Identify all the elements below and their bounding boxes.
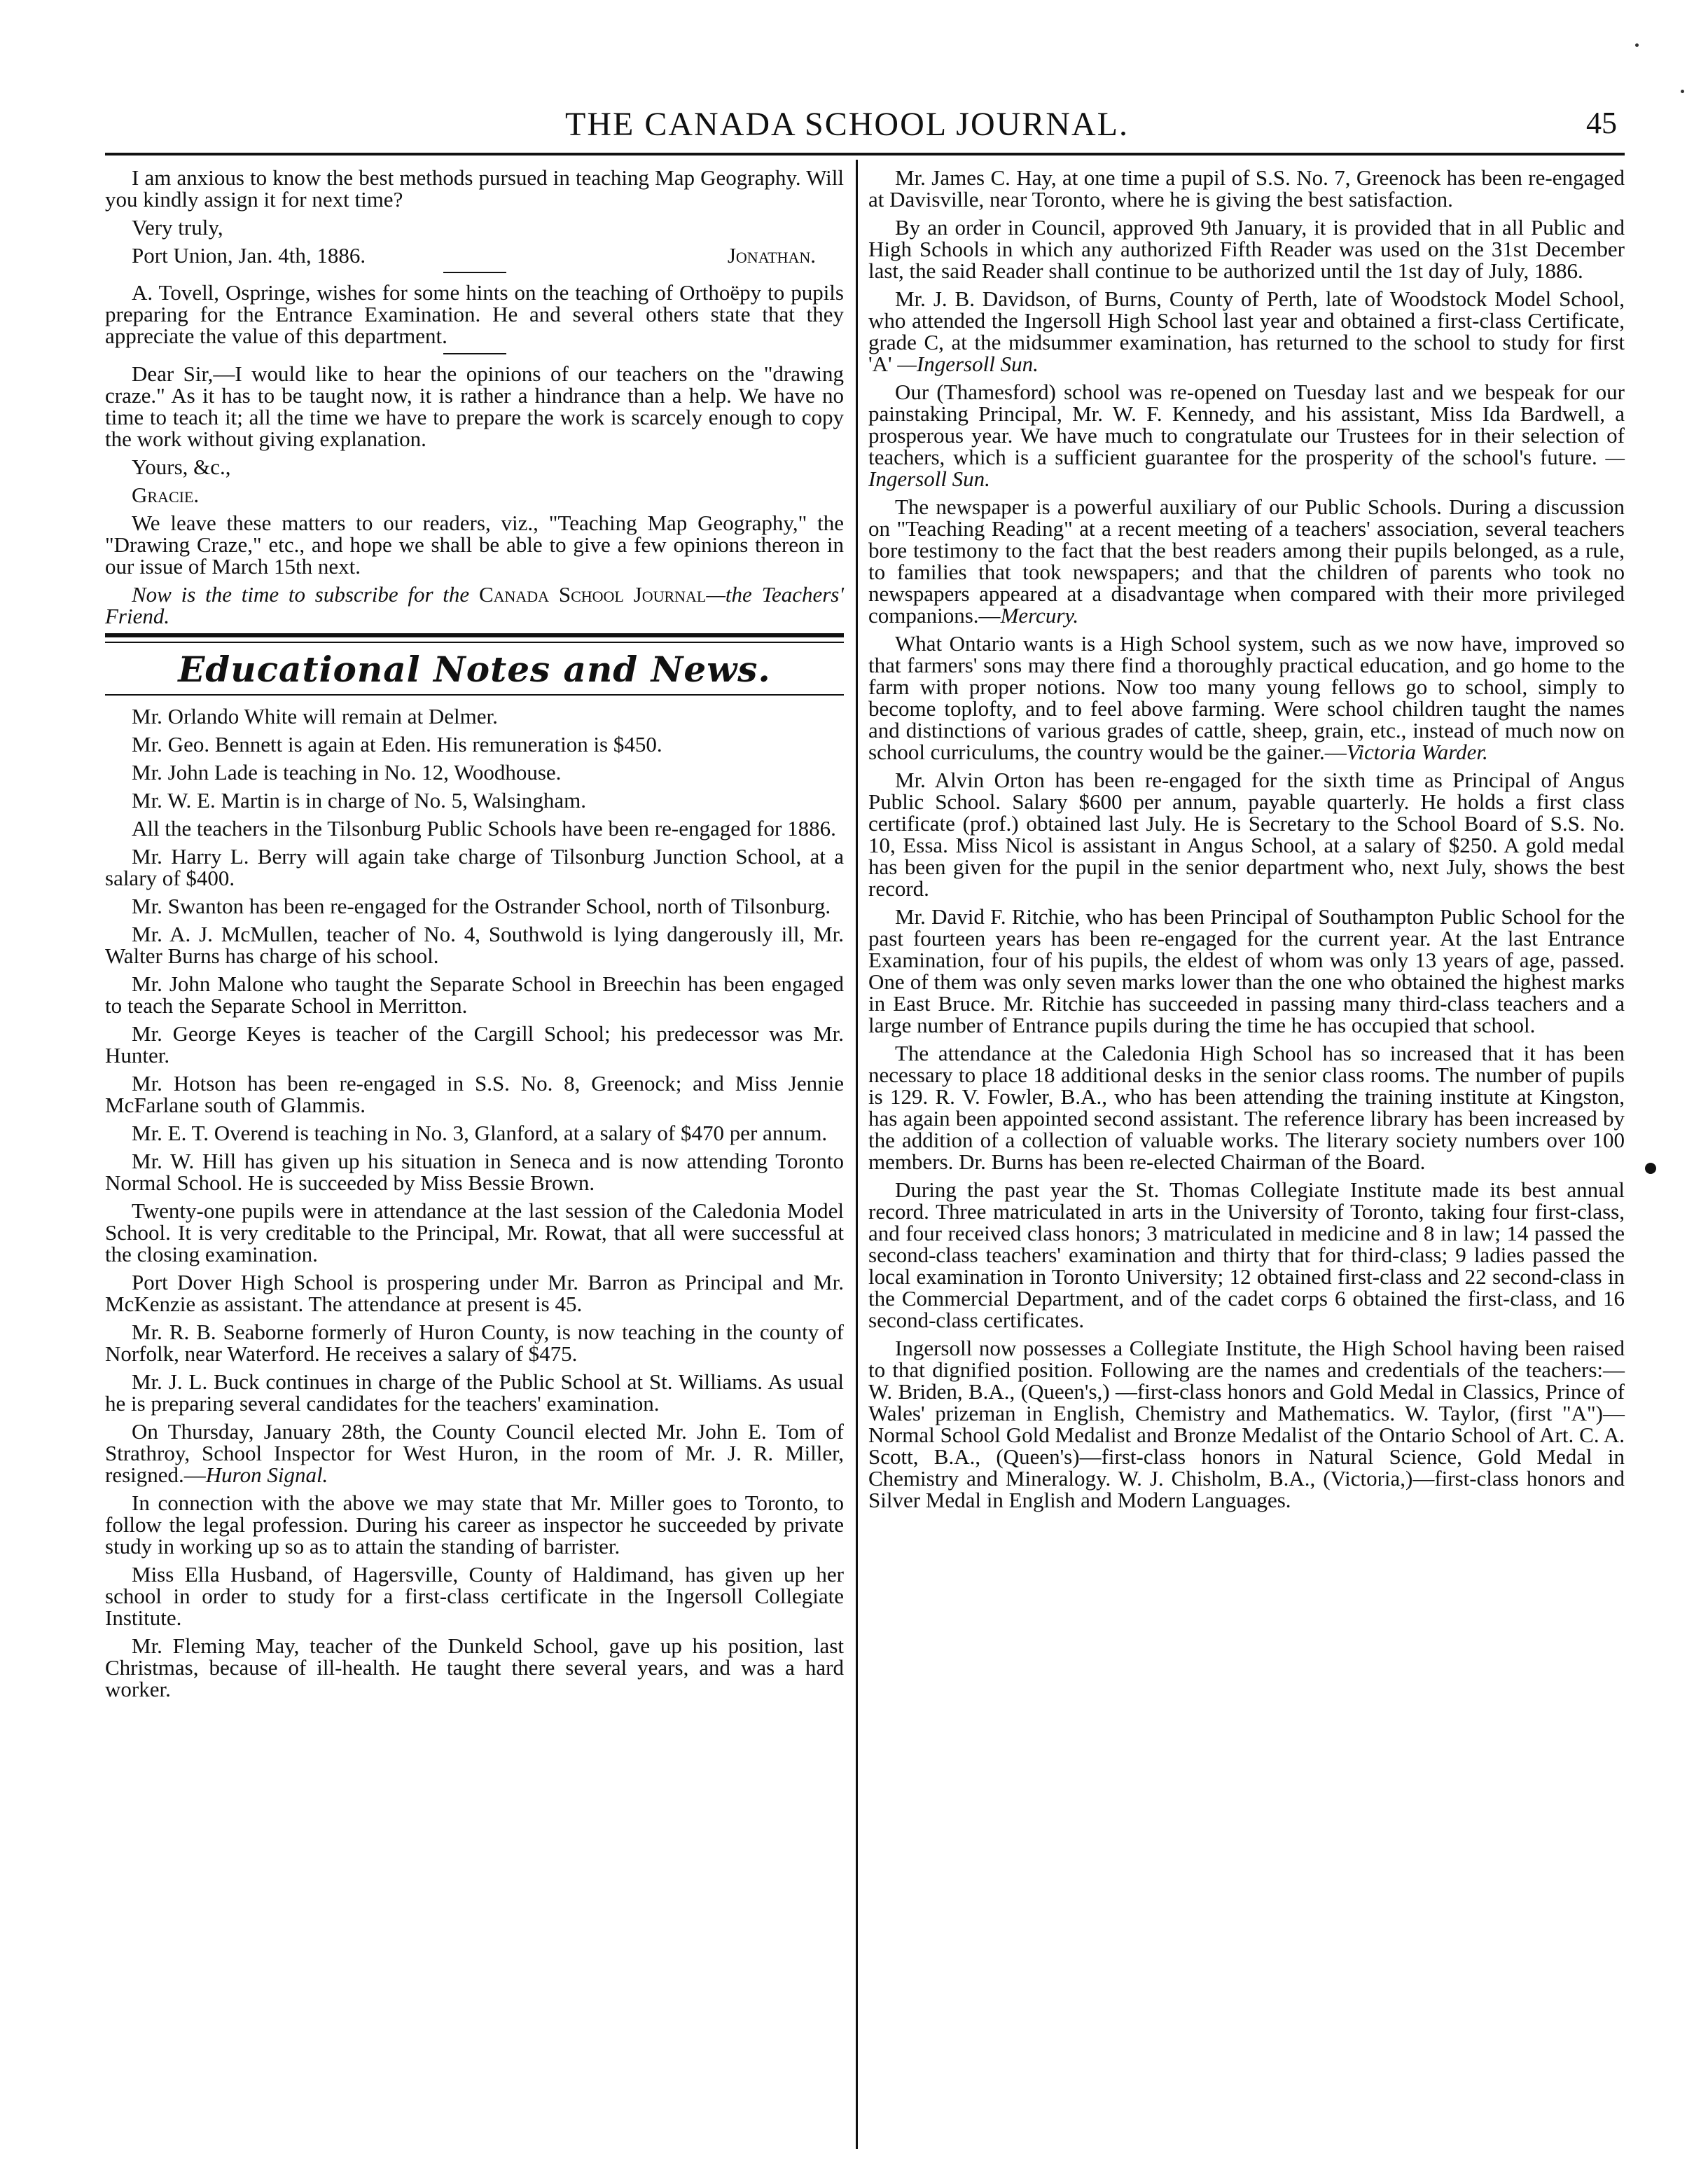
letter-signature: Gracie. bbox=[132, 483, 200, 507]
news-item: Mr. Alvin Orton has been re-engaged for the sixth time as Principal of Angus Public School. Salary $600 per annum, payable quarterly. He holds a first class certificate (prof.) obtained last July. He is Secretary to the School Board of S.S. No. 10, Essa. Miss Nicol is assistant in Angus School, at a salary of $250. A gold medal has been given for the pupil in the senior department who, next July, shows the best record. bbox=[868, 768, 1625, 901]
news-item-text: The newspaper is a powerful auxiliary of our Public Schools. During a discussion on "Teaching Reading" at a recent meeting of a teachers' association, several teachers bore testimony to the fact that the best readers among their pupils belonged, as a rule, to families that took newspapers; and that the children of parents who took no newspapers appeared at a disadvantage when compared with their more privileged companions.— bbox=[868, 495, 1625, 628]
letter-drawing-craze: Dear Sir,—I would like to hear the opinions of our teachers on the "drawing craze." As it has to be taught now, it is rather a hindrance than a help. We have no time to teach it; all the time we have to prepare the work is scarcely enough to copy the work without giving explanation. bbox=[105, 361, 844, 451]
news-items-left-continued bbox=[105, 1492, 844, 1700]
news-item-text: Our (Thamesford) school was re-opened on Tuesday last and we bespeak for our painstaking Principal, Mr. W. F. Kennedy, and his assistant, Miss Ida Bardwell, a prosperous year. We have much to congratulate our Trustees for in their selection of teachers, which is a sufficient guarantee for the prosperity of the school's future. bbox=[868, 380, 1625, 469]
news-item: Mr. W. Hill has given up his situation in Seneca and is now attending Toronto Normal School. He is succeeded by Miss Bessie Brown. bbox=[105, 1149, 844, 1195]
section-rule bbox=[105, 694, 844, 696]
news-item: Mr. Orlando White will remain at Delmer. bbox=[132, 704, 498, 728]
ink-blot bbox=[1645, 1163, 1656, 1174]
news-item: By an order in Council, approved 9th January, it is provided that in all Public and High Schools in which any authorized Fifth Reader was used on the 31st December last, the said Reader shall continue to be authorized until the 1st day of July, 1886. bbox=[868, 215, 1625, 283]
news-item: Twenty-one pupils were in attendance at the last session of the Caledonia Model School. It is very creditable to the Principal, Mr. Rowat, that all were successful at the closing examination. bbox=[105, 1198, 844, 1266]
news-item: Mr. Fleming May, teacher of the Dunkeld School, gave up his position, last Christmas, because of ill-health. He taught there several years, and was a hard worker. bbox=[105, 1633, 844, 1701]
news-item: All the teachers in the Tilsonburg Public Schools have been re-engaged for 1886. bbox=[132, 816, 836, 841]
news-item: Mr. John Malone who taught the Separate School in Breechin has been engaged to teach the Separate School in Merritton. bbox=[105, 972, 844, 1018]
news-item: Mr. James C. Hay, at one time a pupil of S.S. No. 7, Greenock has been re-engaged at Davisville, near Toronto, where he is giving the best satisfaction. bbox=[868, 165, 1625, 212]
section-heading: Educational Notes and News. bbox=[178, 649, 771, 690]
news-item-text: What Ontario wants is a High School system, such as we now have, improved so that farmers' sons may there find a thoroughly practical education, and go home to the farm with proper notions. Now too many young fellows go to school, simply to become toplofty, and to feel above farming. Were school children taught the names and distinctions of various grades of cattle, sheep, grain, etc., instead of much now on school curriculums, the country would be the gainer.— bbox=[868, 631, 1625, 764]
news-item: Mr. E. T. Overend is teaching in No. 3, Glanford, at a salary of $470 per annum. bbox=[132, 1121, 828, 1145]
letter-map-geography: I am anxious to know the best methods pursued in teaching Map Geography. Will you kindly assign it for next time? bbox=[105, 165, 844, 212]
news-item bbox=[868, 496, 1625, 626]
news-source: —Ingersoll Sun. bbox=[868, 445, 1625, 491]
news-item: Mr. Swanton has been re-engaged for the Ostrander School, north of Tilsonburg. bbox=[132, 894, 831, 918]
editor-reply: We leave these matters to our readers, viz., "Teaching Map Geography," the "Drawing Craze," etc., and hope we shall be able to give a few opinions thereon in our issue of March 15th next. bbox=[105, 511, 844, 579]
letter-signature: Jonathan. bbox=[727, 243, 816, 268]
news-item: The attendance at the Caledonia High School has so increased that it has been necessary to place 18 additional desks in the senior class rooms. The number of pupils is 129. R. V. Fowler, B.A., who has been attending the training institute at Kingston, has again been appointed second assistant. The reference library has been increased by the addition of a collection of valuable works. The literary society numbers over 100 members. Dr. Burns has been re-elected Chairman of the Board. bbox=[868, 1041, 1625, 1174]
subscribe-note-prefix: Now is the time to subscribe for the bbox=[132, 582, 470, 607]
news-item: Port Dover High School is prospering under Mr. Barron as Principal and Mr. McKenzie as assistant. The attendance at present is 45. bbox=[105, 1270, 844, 1316]
news-item-text: On Thursday, January 28th, the County Council elected Mr. John E. Tom of Strathroy, School Inspector for West Huron, in the room of Mr. J. R. Miller, resigned.— bbox=[105, 1419, 844, 1487]
news-item: Ingersoll now possesses a Collegiate Institute, the High School having been raised to that dignified position. Following are the names and credentials of the teachers:—W. Briden, B.A., (Queen's,) —first-class honors and Gold Medal in Classics, Prince of Wales' prizeman in English, Chemistry and Mathematics. W. Taylor, (first "A")—Normal School Gold Medalist and Bronze Medalist of the Ontario School of Art. C. A. Scott, B.A., (Queen's)—first-class honors in Natural Science, Gold Medal in Chemistry and Mineralogy. W. J. Chisholm, B.A., (Victoria,)—first-class honors and Silver Medal in English and Modern Languages. bbox=[868, 1336, 1625, 1512]
letter-closing: Yours, &c., bbox=[132, 455, 231, 479]
news-items-left bbox=[105, 705, 844, 1414]
news-item: Mr. J. L. Buck continues in charge of the Public School at St. Williams. As usual he is preparing several candidates for the teachers' examination. bbox=[105, 1369, 844, 1416]
news-item: Mr. Hotson has been re-engaged in S.S. No. 8, Greenock; and Miss Jennie McFarlane south of Glammis. bbox=[105, 1071, 844, 1117]
running-head-title: THE CANADA SCHOOL JOURNAL. bbox=[565, 106, 1129, 143]
news-item: In connection with the above we may state that Mr. Miller goes to Toronto, to follow the legal profession. During his career as inspector he succeeded by private study in working up so as to attain the standing of barrister. bbox=[105, 1491, 844, 1558]
separator-rule bbox=[443, 353, 506, 354]
news-source: Victoria Warder. bbox=[1346, 740, 1488, 764]
news-item bbox=[868, 288, 1625, 375]
letter-signoff bbox=[105, 244, 844, 266]
subscribe-note bbox=[105, 583, 844, 627]
news-item: Mr. David F. Ritchie, who has been Principal of Southampton Public School for the past fourteen years has been re-engaged for the current year. At the last Entrance Examination, four of his pupils, the eldest of whom was only 13 years of age, passed. One of them was only seven marks lower than the one who obtained the highest marks in East Bruce. Mr. Ritchie has succeeded in passing many third-class teachers and a large number of Entrance pupils during the time he has occupied that school. bbox=[868, 904, 1625, 1037]
news-item: Mr. R. B. Seaborne formerly of Huron County, is now teaching in the county of Norfolk, near Waterford. He receives a salary of $475. bbox=[105, 1320, 844, 1366]
news-source: —Ingersoll Sun. bbox=[897, 352, 1039, 376]
letter-place-date: Port Union, Jan. 4th, 1886. bbox=[132, 243, 366, 268]
news-source: Huron Signal. bbox=[205, 1463, 328, 1487]
news-item bbox=[868, 633, 1625, 763]
header-rule bbox=[105, 153, 1625, 155]
news-item bbox=[868, 381, 1625, 490]
page-number: 45 bbox=[1586, 106, 1617, 140]
news-item bbox=[105, 1421, 844, 1486]
news-item: Mr. John Lade is teaching in No. 12, Woodhouse. bbox=[132, 760, 562, 785]
subscribe-note-journal: Canada School Journal bbox=[478, 582, 707, 607]
news-item: Mr. George Keyes is teacher of the Cargill School; his predecessor was Mr. Hunter. bbox=[105, 1021, 844, 1067]
news-source: Mercury. bbox=[1000, 603, 1079, 628]
news-item-text: Mr. J. B. Davidson, of Burns, County of Perth, late of Woodstock Model School, who attended the Ingersoll High School last year and obtained a first-class Certificate, grade C, at the midsummer examination, has returned to the school to study for first 'A' bbox=[868, 286, 1625, 376]
news-item: Mr. Harry L. Berry will again take charge of Tilsonburg Junction School, at a salary of $400. bbox=[105, 844, 844, 890]
separator-rule bbox=[443, 272, 506, 273]
speck-mark bbox=[1681, 90, 1684, 93]
news-item: Mr. A. J. McMullen, teacher of No. 4, Southwold is lying dangerously ill, Mr. Walter Burns has charge of his school. bbox=[105, 922, 844, 968]
section-double-rule bbox=[105, 633, 844, 643]
letter-closing: Very truly, bbox=[132, 215, 223, 240]
column-divider bbox=[856, 160, 858, 2149]
news-item: During the past year the St. Thomas Collegiate Institute made its best annual record. Three matriculated in arts in the University of Toronto, taking four first-class, and four received class honors; 3 matriculated in medicine and 8 in law; 14 passed the second-class teachers' examination and thirty that for third-class; 9 ladies passed the local examination in Toronto University; 12 obtained first-class and 22 second-class in the Commercial Department, and of the cadet corps 6 obtained the first-class, and 16 second-class certificates. bbox=[868, 1177, 1625, 1332]
letter-orthoepy: A. Tovell, Ospringe, wishes for some hints on the teaching of Orthoëpy to pupils preparing for the Entrance Examination. He and several others state that they appreciate the value of this department. bbox=[105, 280, 844, 348]
left-column bbox=[105, 167, 844, 1706]
news-item: Mr. W. E. Martin is in charge of No. 5, Walsingham. bbox=[132, 788, 587, 813]
news-item: Miss Ella Husband, of Hagersville, County of Haldimand, has given up her school in order to study for a first-class certificate in the Ingersoll Collegiate Institute. bbox=[105, 1562, 844, 1630]
news-item: Mr. Geo. Bennett is again at Eden. His remuneration is $450. bbox=[132, 732, 662, 756]
right-column bbox=[868, 167, 1625, 1517]
speck-mark bbox=[1635, 43, 1639, 47]
subscribe-note-suffix: —the Teachers' Friend. bbox=[105, 582, 844, 628]
